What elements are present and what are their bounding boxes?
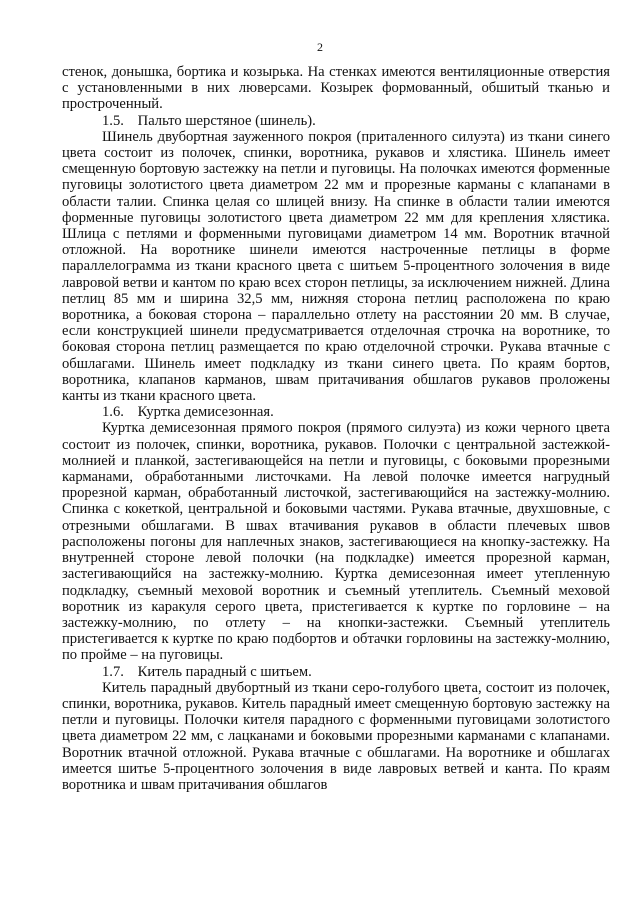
section-number: 1.5. (102, 112, 124, 129)
paragraph-continuation: стенок, донышка, бортика и козырька. На стенках имеются вентиляционные отверстия с установленными в них люверсами. Козырек формованный, обшитый тканью и простроченный. (62, 64, 610, 113)
paragraph-overcoat: Шинель двубортная зауженного покроя (приталенного силуэта) из ткани синего цвета состоит из полочек, спинки, воротника, рукавов и хлястика. Шинель имеет смещенную бортовую застежку на петли и пуговицы. На полочках имеются форменные пуговицы золотистого цвета диаметром 22 мм и прорезные карманы с клапанами в области талии. Спинка целая со шлицей внизу. На спинке в области талии имеются форменные пуговицы золотистого цвета диаметром 22 мм для крепления хлястика. Шлица с петлями и форменными пуговицами диаметром 14 мм. Воротник втачной отложной. На воротнике шинели имеются настроченные петлицы в форме параллелограмма из ткани красного цвета с шитьем 5-процентного золочения в виде лавровой ветви и кантом по краю всех сторон петлицы, за исключением нижней. Длина петлиц 85 мм и ширина 32,5 мм, нижняя сторона петлиц расположена по краю воротника, а боковая сторона – параллельно отлету на расстоянии 20 мм. В случае, если конструкцией шинели предусматривается отделочная строчка на воротнике, то боковая сторона петлиц размещается по краю отделочной строчки. Рукава втачные с обшлагами. Шинель имеет подкладку из ткани синего цвета. По краям бортов, воротника, клапанов карманов, швам притачивания обшлагов рукавов проложены канты из ткани красного цвета. (62, 128, 610, 405)
document-body (62, 64, 610, 793)
paragraph-tunic: Китель парадный двубортный из ткани серо-голубого цвета, состоит из полочек, спинки, воротника, рукавов. Китель парадный имеет смещенную бортовую застежку на петли и пуговицы. Полочки кителя парадного с форменными пуговицами золотистого цвета диаметром 22 мм, с лацканами и боковыми прорезными карманами с клапанами. Воротник втачной отложной. Рукава втачные с обшлагами. На воротнике и обшлагах имеется шитье 5-процентного золочения в виде лавровых ветвей и канта. По краям воротника и швам притачивания обшлагов (62, 679, 610, 793)
section-title: Пальто шерстяное (шинель). (137, 112, 316, 129)
section-title: Китель парадный с шитьем. (137, 663, 312, 680)
section-heading-1-6 (62, 404, 610, 420)
paragraph-jacket: Куртка демисезонная прямого покроя (прямого силуэта) из кожи черного цвета состоит из полочек, спинки, воротника, рукавов. Полочки с центральной застежкой-молнией и планкой, застегивающейся на петли и пуговицы, с боковыми прорезными карманами, обработанными листочками. На левой полочке имеется нагрудный прорезной карман, обработанный листочкой, застегивающийся на застежку-молнию. Спинка с кокеткой, центральной и боковыми частями. Рукава втачные, двухшовные, с отрезными обшлагами. В швах втачивания рукавов в области плечевых швов расположены погоны для наплечных знаков, застегивающиеся на кнопку-застежку. На внутренней стороне левой полочки (на подкладке) имеется прорезной карман, застегивающийся на застежку-молнию. Куртка демисезонная имеет утепленную подкладку, съемный меховой воротник и съемный утеплитель. Съемный меховой воротник из каракуля серого цвета, пристегивается к куртке по горловине – на застежку-молнию, по отлету – на кнопки-застежки. Съемный утеплитель пристегивается к куртке по краю подбортов и обтачки горловины на застежку-молнию, по пройме – на пуговицы. (62, 420, 610, 664)
section-heading-1-5 (62, 113, 610, 129)
section-number: 1.7. (102, 663, 124, 680)
page-number: 2 (317, 40, 323, 54)
section-title: Куртка демисезонная. (137, 404, 274, 421)
section-heading-1-7 (62, 664, 610, 680)
section-number: 1.6. (102, 404, 124, 421)
